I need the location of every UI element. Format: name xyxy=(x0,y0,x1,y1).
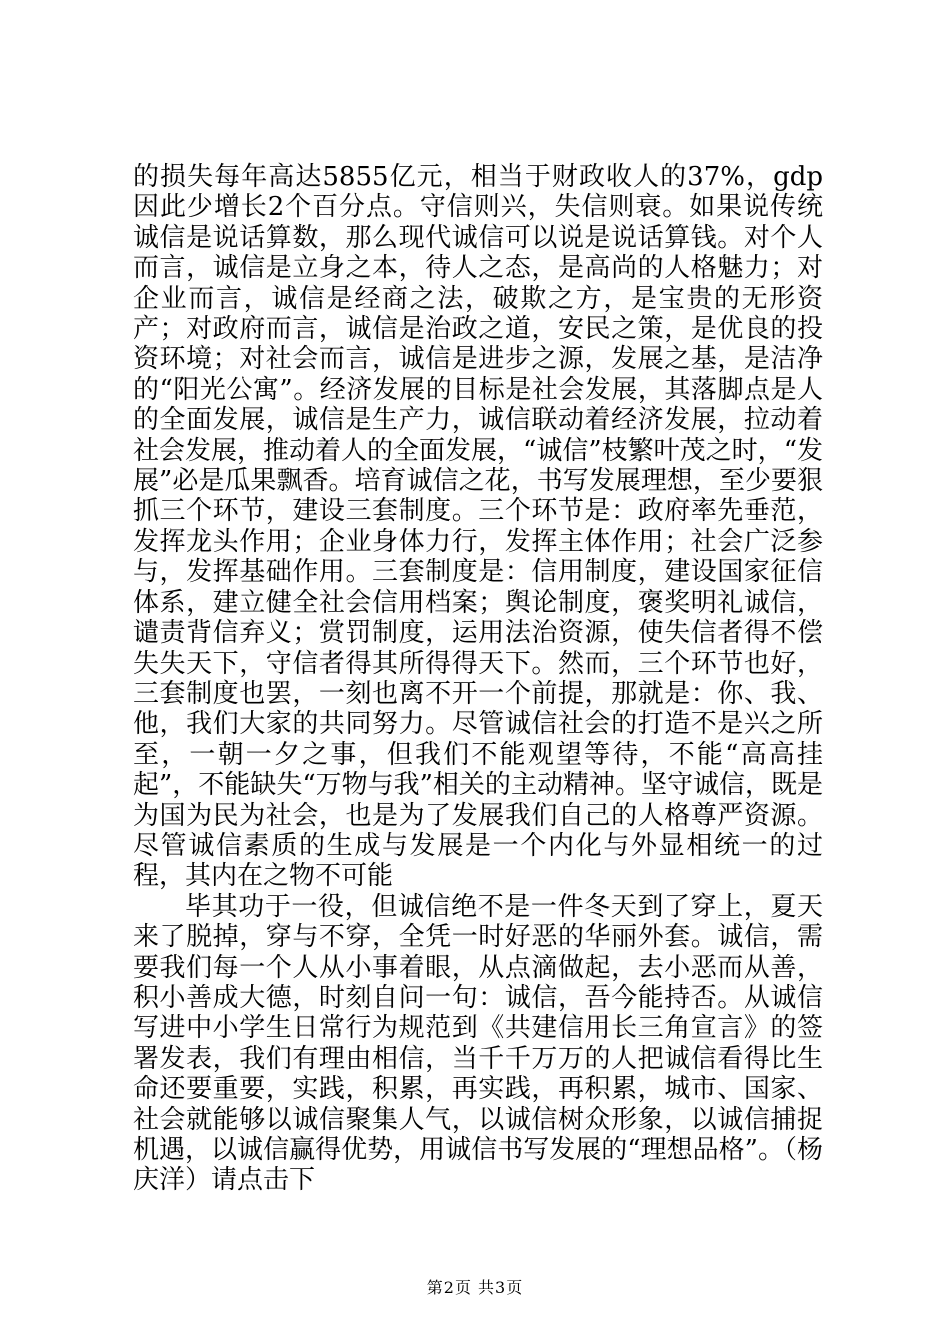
paragraph: 毕其功于一役，但诚信绝不是一件冬天到了穿上，夏天来了脱掉，穿与不穿，全凭一时好恶的华丽外套。诚信，需要我们每一个人从小事着眼，从点滴做起，去小恶而从善，积小善成大德，时刻自问一句：诚信，吾今能持否。从诚信写进中小学生日常行为规范到《共建信用长三角宣言》的签署发表，我们有理由相信，当千千万万的人把诚信看得比生命还要重要，实践，积累，再实践，再积累，城市、国家、社会就能够以诚信聚集人气，以诚信树众形象，以诚信捕捉机遇，以诚信赢得优势，用诚信书写发展的“理想品格”。（杨庆洋）请点击下 xyxy=(133,891,823,1196)
page-footer: 第2页 共3页 xyxy=(426,1278,524,1297)
paragraph-continued: 的损失每年高达5855亿元，相当于财政收人的37%，gdp因此少增长2个百分点。守信则兴，失信则衰。如果说传统诚信是说话算数，那么现代诚信可以说是说话算钱。对个人而言，诚信是立身之本，待人之态，是高尚的人格魅力；对企业而言，诚信是经商之法，破欺之方，是宝贵的无形资产；对政府而言，诚信是治政之道，安民之策，是优良的投资环境；对社会而言，诚信是进步之源，发展之基，是洁净的“阳光公寓”。经济发展的目标是社会发展，其落脚点是人的全面发展，诚信是生产力，诚信联动着经济发展，拉动着社会发展，推动着人的全面发展，“诚信”枝繁叶茂之时，“发展”必是瓜果飘香。培育诚信之花，书写发展理想，至少要狠抓三个环节，建设三套制度。三个环节是：政府率先垂范，发挥龙头作用；企业身体力行，发挥主体作用；社会广泛参与，发挥基础作用。三套制度是：信用制度，建设国家征信体系，建立健全社会信用档案；舆论制度，褒奖明礼诚信，谴责背信弃义；赏罚制度，运用法治资源，使失信者得不偿失失天下，守信者得其所得得天下。然而，三个环节也好，三套制度也罢，一刻也离不开一个前提，那就是：你、我、他，我们大家的共同努力。尽管诚信社会的打造不是兴之所至，一朝一夕之事，但我们不能观望等待，不能“高高挂起”，不能缺失“万物与我”相关的主动精神。坚守诚信，既是为国为民为社会，也是为了发展我们自己的人格尊严资源。尽管诚信素质的生成与发展是一个内化与外显相统一的过程，其内在之物不可能 xyxy=(133,162,823,892)
body-text xyxy=(133,162,823,1196)
